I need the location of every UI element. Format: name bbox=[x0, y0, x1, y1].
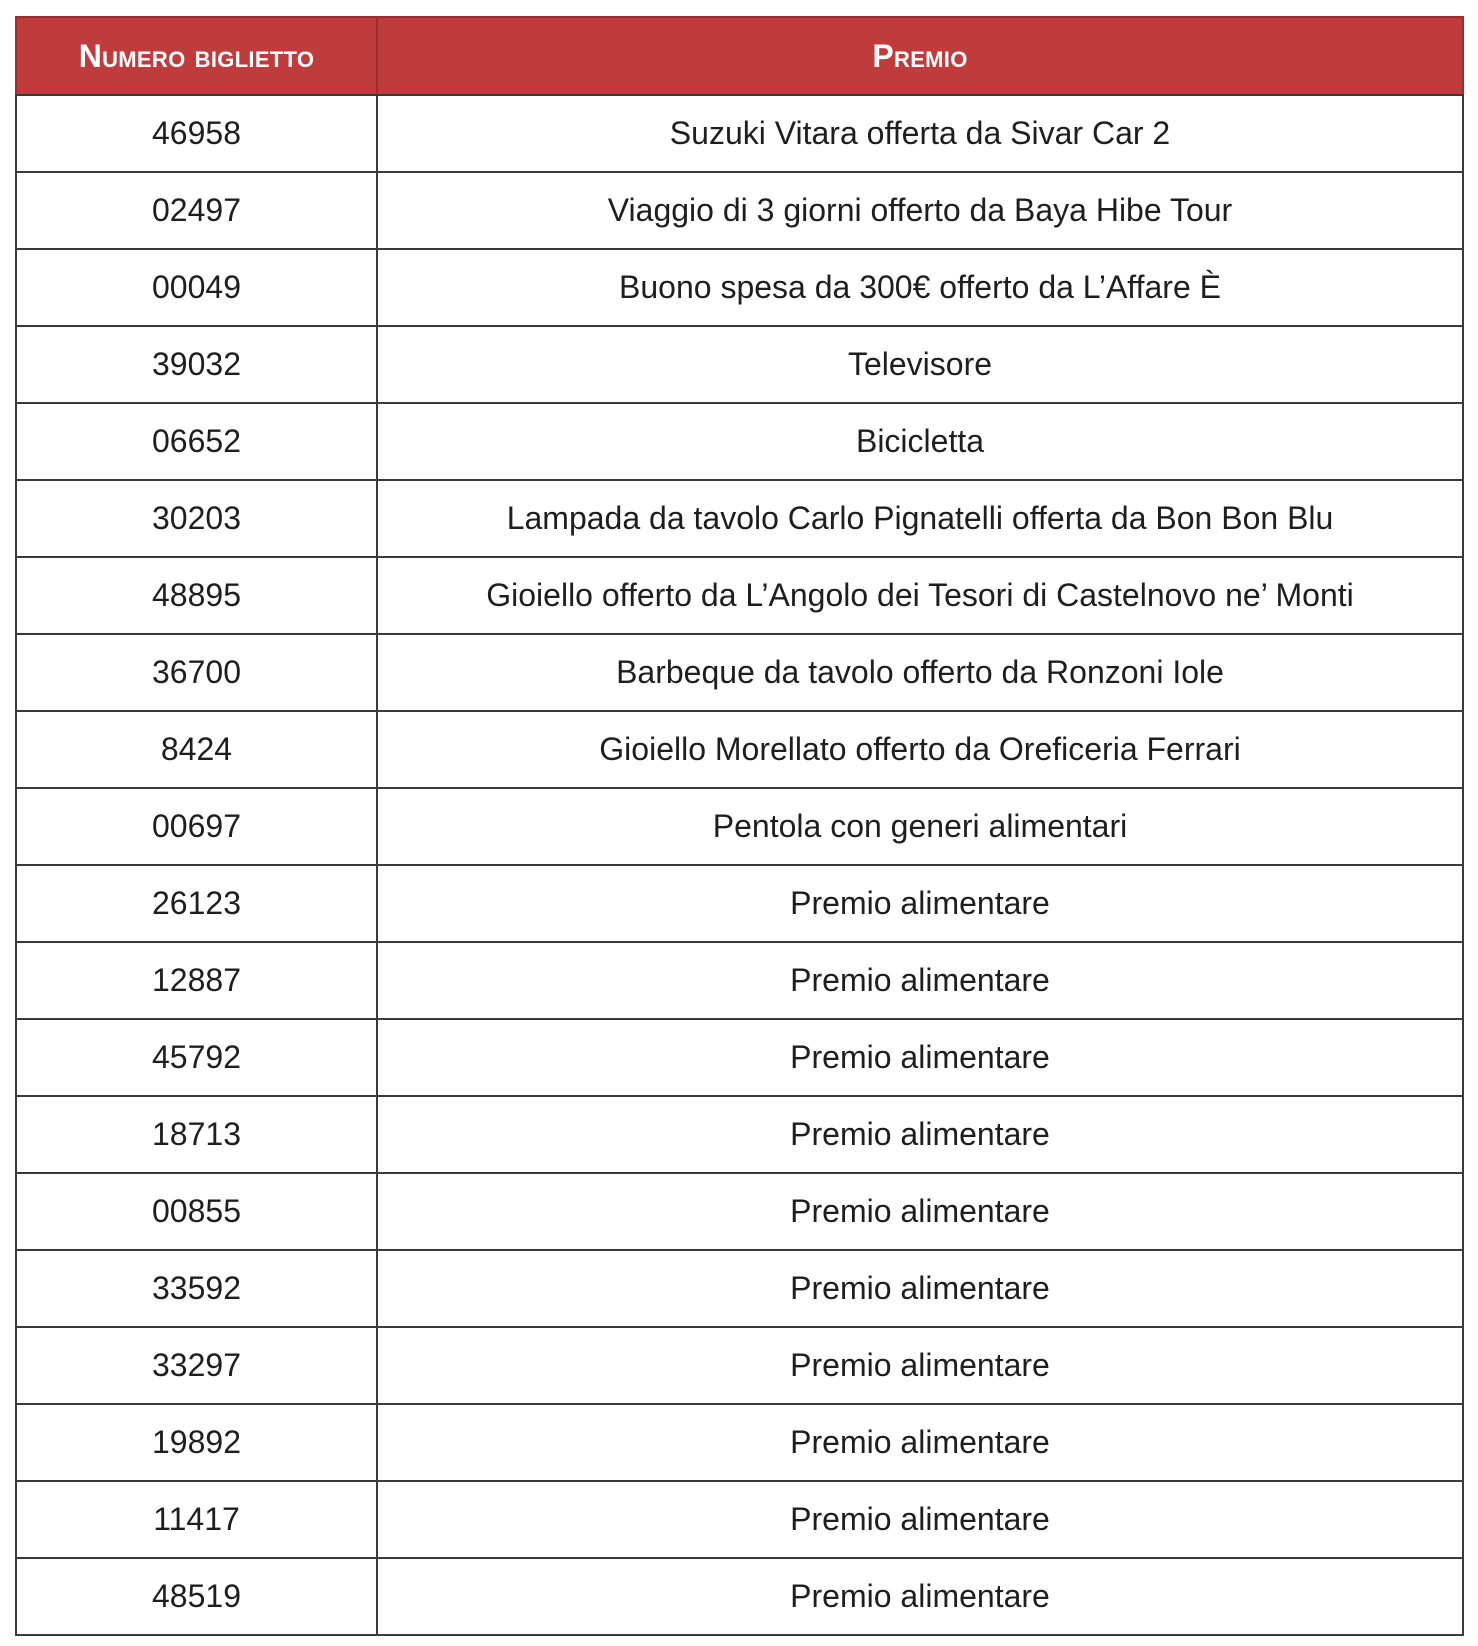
table-row bbox=[16, 249, 1463, 326]
prize-cell: Premio alimentare bbox=[377, 1096, 1463, 1173]
prize-cell: Gioiello Morellato offerto da Oreficeria Ferrari bbox=[377, 711, 1463, 788]
table-row bbox=[16, 403, 1463, 480]
table-row bbox=[16, 1404, 1463, 1481]
table-row bbox=[16, 557, 1463, 634]
prize-cell: Televisore bbox=[377, 326, 1463, 403]
table-row bbox=[16, 95, 1463, 172]
ticket-number-cell: 19892 bbox=[16, 1404, 377, 1481]
prize-cell: Buono spesa da 300€ offerto da L’Affare È bbox=[377, 249, 1463, 326]
table-row bbox=[16, 1250, 1463, 1327]
table-row bbox=[16, 172, 1463, 249]
table-row bbox=[16, 1481, 1463, 1558]
ticket-number-cell: 30203 bbox=[16, 480, 377, 557]
table-row bbox=[16, 480, 1463, 557]
table-row bbox=[16, 634, 1463, 711]
ticket-number-cell: 00697 bbox=[16, 788, 377, 865]
table-row bbox=[16, 942, 1463, 1019]
table-row bbox=[16, 1019, 1463, 1096]
ticket-number-cell: 48519 bbox=[16, 1558, 377, 1635]
prize-cell: Premio alimentare bbox=[377, 1019, 1463, 1096]
prize-cell: Premio alimentare bbox=[377, 942, 1463, 1019]
table-row bbox=[16, 711, 1463, 788]
ticket-number-cell: 00049 bbox=[16, 249, 377, 326]
table-header bbox=[16, 17, 1463, 95]
ticket-number-cell: 18713 bbox=[16, 1096, 377, 1173]
prize-cell: Premio alimentare bbox=[377, 1250, 1463, 1327]
table-row bbox=[16, 1173, 1463, 1250]
ticket-number-cell: 00855 bbox=[16, 1173, 377, 1250]
prize-cell: Gioiello offerto da L’Angolo dei Tesori di Castelnovo ne’ Monti bbox=[377, 557, 1463, 634]
ticket-number-cell: 39032 bbox=[16, 326, 377, 403]
prize-cell: Premio alimentare bbox=[377, 865, 1463, 942]
ticket-number-cell: 02497 bbox=[16, 172, 377, 249]
prize-table bbox=[15, 16, 1464, 1636]
prize-cell: Pentola con generi alimentari bbox=[377, 788, 1463, 865]
prize-cell: Premio alimentare bbox=[377, 1481, 1463, 1558]
ticket-number-cell: 46958 bbox=[16, 95, 377, 172]
table-row bbox=[16, 326, 1463, 403]
prize-cell: Barbeque da tavolo offerto da Ronzoni Iole bbox=[377, 634, 1463, 711]
ticket-number-cell: 33592 bbox=[16, 1250, 377, 1327]
table-row bbox=[16, 1096, 1463, 1173]
ticket-number-cell: 26123 bbox=[16, 865, 377, 942]
table-row bbox=[16, 1327, 1463, 1404]
table-body bbox=[16, 95, 1463, 1635]
prize-cell: Premio alimentare bbox=[377, 1173, 1463, 1250]
prize-cell: Lampada da tavolo Carlo Pignatelli offerta da Bon Bon Blu bbox=[377, 480, 1463, 557]
prize-cell: Bicicletta bbox=[377, 403, 1463, 480]
header-row bbox=[16, 17, 1463, 95]
ticket-number-cell: 11417 bbox=[16, 1481, 377, 1558]
prize-cell: Premio alimentare bbox=[377, 1327, 1463, 1404]
header-ticket-number: Numero biglietto bbox=[16, 17, 377, 95]
prize-cell: Viaggio di 3 giorni offerto da Baya Hibe Tour bbox=[377, 172, 1463, 249]
table-row bbox=[16, 788, 1463, 865]
header-prize: Premio bbox=[377, 17, 1463, 95]
prize-cell: Suzuki Vitara offerta da Sivar Car 2 bbox=[377, 95, 1463, 172]
ticket-number-cell: 48895 bbox=[16, 557, 377, 634]
ticket-number-cell: 36700 bbox=[16, 634, 377, 711]
ticket-number-cell: 8424 bbox=[16, 711, 377, 788]
table-row bbox=[16, 865, 1463, 942]
prize-cell: Premio alimentare bbox=[377, 1404, 1463, 1481]
ticket-number-cell: 12887 bbox=[16, 942, 377, 1019]
ticket-number-cell: 45792 bbox=[16, 1019, 377, 1096]
ticket-number-cell: 06652 bbox=[16, 403, 377, 480]
table-row bbox=[16, 1558, 1463, 1635]
ticket-number-cell: 33297 bbox=[16, 1327, 377, 1404]
prize-cell: Premio alimentare bbox=[377, 1558, 1463, 1635]
